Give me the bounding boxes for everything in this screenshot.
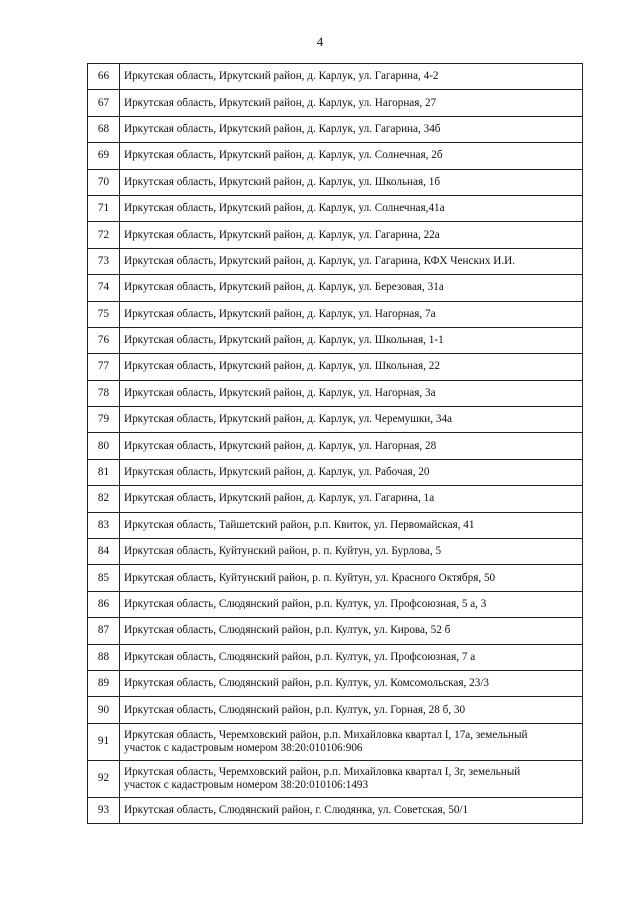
row-address: Иркутская область, Слюдянский район, г. Слюдянка, ул. Советская, 50/1 [120, 797, 583, 823]
row-number: 91 [88, 723, 120, 760]
row-address-line: Иркутская область, Черемховский район, р.п. Михайловка квартал I, 17а, земельный [124, 728, 528, 741]
row-address: Иркутская область, Слюдянский район, р.п. Култук, ул. Профсоюзная, 5 а, 3 [120, 591, 583, 617]
row-address-line: Иркутская область, Черемховский район, р.п. Михайловка квартал I, 3г, земельный [124, 765, 521, 778]
row-number: 74 [88, 275, 120, 301]
table-row [88, 618, 583, 644]
table-row [88, 380, 583, 406]
row-number: 92 [88, 760, 120, 797]
row-number: 73 [88, 248, 120, 274]
row-address: Иркутская область, Иркутский район, д. Карлук, ул. Нагорная, 27 [120, 90, 583, 116]
row-number: 70 [88, 169, 120, 195]
table-row [88, 327, 583, 353]
row-number: 81 [88, 459, 120, 485]
row-address-line: участок с кадастровым номером 38:20:010106:1493 [124, 778, 369, 791]
table-row [88, 407, 583, 433]
row-address: Иркутская область, Слюдянский район, р.п. Култук, ул. Профсоюзная, 7 а [120, 644, 583, 670]
row-number: 88 [88, 644, 120, 670]
table-row [88, 797, 583, 823]
row-number: 84 [88, 539, 120, 565]
row-address: Иркутская область, Тайшетский район, р.п. Квиток, ул. Первомайская, 41 [120, 512, 583, 538]
row-address: Иркутская область, Слюдянский район, р.п. Култук, ул. Горная, 28 б, 30 [120, 697, 583, 723]
row-number: 72 [88, 222, 120, 248]
row-number: 90 [88, 697, 120, 723]
table-row [88, 486, 583, 512]
table-row [88, 459, 583, 485]
table-row [88, 591, 583, 617]
row-number: 78 [88, 380, 120, 406]
row-number: 68 [88, 116, 120, 142]
row-address: Иркутская область, Иркутский район, д. Карлук, ул. Солнечная, 2б [120, 143, 583, 169]
row-number: 82 [88, 486, 120, 512]
row-number: 77 [88, 354, 120, 380]
row-address: Иркутская область, Иркутский район, д. Карлук, ул. Гагарина, 22а [120, 222, 583, 248]
row-number: 89 [88, 670, 120, 696]
row-number: 80 [88, 433, 120, 459]
table-row [88, 143, 583, 169]
table-row [88, 670, 583, 696]
address-table-tail [88, 723, 583, 823]
table-row [88, 301, 583, 327]
row-address [120, 760, 583, 797]
row-address: Иркутская область, Иркутский район, д. Карлук, ул. Гагарина, 1а [120, 486, 583, 512]
table-row [88, 433, 583, 459]
table-row [88, 354, 583, 380]
row-number: 69 [88, 143, 120, 169]
table-row [88, 169, 583, 195]
row-address: Иркутская область, Иркутский район, д. Карлук, ул. Черемушки, 34а [120, 407, 583, 433]
row-address: Иркутская область, Иркутский район, д. Карлук, ул. Нагорная, 3а [120, 380, 583, 406]
address-table [87, 63, 583, 824]
table-row [88, 116, 583, 142]
row-number: 66 [88, 64, 120, 90]
table-row [88, 222, 583, 248]
table-row [88, 697, 583, 723]
row-number: 71 [88, 195, 120, 221]
table-row [88, 90, 583, 116]
row-address: Иркутская область, Иркутский район, д. Карлук, ул. Рабочая, 20 [120, 459, 583, 485]
row-number: 79 [88, 407, 120, 433]
row-address: Иркутская область, Слюдянский район, р.п. Култук, ул. Кирова, 52 б [120, 618, 583, 644]
table-row [88, 723, 583, 760]
row-address: Иркутская область, Иркутский район, д. Карлук, ул. Гагарина, КФХ Ченских И.И. [120, 248, 583, 274]
row-address: Иркутская область, Иркутский район, д. Карлук, ул. Нагорная, 28 [120, 433, 583, 459]
row-address-line: участок с кадастровым номером 38:20:010106:906 [124, 741, 363, 754]
row-address: Иркутская область, Иркутский район, д. Карлук, ул. Школьная, 1б [120, 169, 583, 195]
row-address: Иркутская область, Иркутский район, д. Карлук, ул. Гагарина, 34б [120, 116, 583, 142]
row-address: Иркутская область, Иркутский район, д. Карлук, ул. Гагарина, 4-2 [120, 64, 583, 90]
row-address [120, 723, 583, 760]
address-table-body [88, 64, 583, 724]
row-address: Иркутская область, Иркутский район, д. Карлук, ул. Школьная, 1-1 [120, 327, 583, 353]
row-address: Иркутская область, Иркутский район, д. Карлук, ул. Солнечная,41а [120, 195, 583, 221]
row-number: 83 [88, 512, 120, 538]
table-row [88, 512, 583, 538]
table-row [88, 539, 583, 565]
row-address: Иркутская область, Куйтунский район, р. п. Куйтун, ул. Бурлова, 5 [120, 539, 583, 565]
table-row [88, 644, 583, 670]
table-row [88, 64, 583, 90]
row-number: 93 [88, 797, 120, 823]
row-number: 87 [88, 618, 120, 644]
table-row [88, 275, 583, 301]
row-number: 76 [88, 327, 120, 353]
row-address: Иркутская область, Иркутский район, д. Карлук, ул. Нагорная, 7а [120, 301, 583, 327]
row-address: Иркутская область, Иркутский район, д. Карлук, ул. Березовая, 31а [120, 275, 583, 301]
row-number: 86 [88, 591, 120, 617]
page-number: 4 [316, 34, 324, 49]
row-number: 85 [88, 565, 120, 591]
table-row [88, 248, 583, 274]
row-number: 67 [88, 90, 120, 116]
row-address: Иркутская область, Иркутский район, д. Карлук, ул. Школьная, 22 [120, 354, 583, 380]
row-address: Иркутская область, Слюдянский район, р.п. Култук, ул. Комсомольская, 23/3 [120, 670, 583, 696]
table-row [88, 565, 583, 591]
row-address: Иркутская область, Куйтунский район, р. п. Куйтун, ул. Красного Октября, 50 [120, 565, 583, 591]
table-row [88, 760, 583, 797]
table-row [88, 195, 583, 221]
row-number: 75 [88, 301, 120, 327]
